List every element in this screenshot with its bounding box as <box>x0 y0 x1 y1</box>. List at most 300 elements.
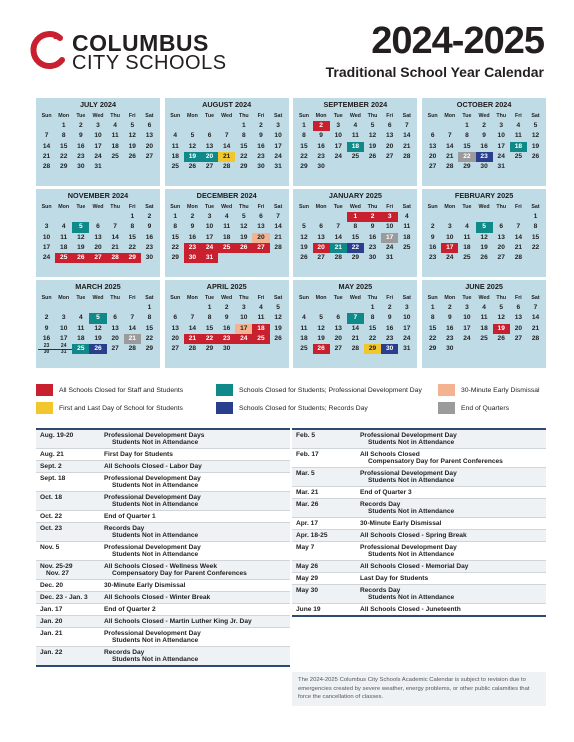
day-cell: 27 <box>252 243 269 253</box>
weekday-header: Mon <box>315 113 327 119</box>
empty-cell <box>107 212 124 222</box>
day-cell: 2 <box>190 213 195 220</box>
day-cell: 12 <box>94 324 102 332</box>
day-cell: 6 <box>147 122 152 129</box>
day-cell: 7 <box>113 223 117 231</box>
day-cell: 1 <box>130 213 135 220</box>
day-cell: 7 <box>516 223 521 231</box>
day-cell: 13 <box>428 142 437 150</box>
weekday-header: Sun <box>427 204 438 210</box>
weekday-header: Thu <box>238 113 249 119</box>
event-date: Oct. 23 <box>40 525 62 532</box>
day-cell: 8 <box>241 132 246 140</box>
event-row <box>36 511 290 523</box>
legend <box>36 380 544 416</box>
day-cell: 23 <box>428 254 437 262</box>
weekday-header: Sat <box>402 113 411 119</box>
day-cell: 10 <box>334 132 342 140</box>
day-cell: 10 <box>205 223 214 231</box>
day-cell: 21 <box>111 243 119 251</box>
event-row <box>36 647 290 665</box>
day-cell: 16 <box>188 233 197 241</box>
event-date: May 26 <box>296 563 318 570</box>
day-cell: 17 <box>94 142 102 150</box>
calendar-subtitle: Traditional School Year Calendar <box>325 64 544 80</box>
event-description: Professional Development Day Students Not in Attendance <box>104 630 201 644</box>
empty-cell <box>167 303 184 313</box>
empty-cell <box>330 212 347 222</box>
event-date: Jan. 17 <box>40 606 63 613</box>
weekday-header: Wed <box>349 113 361 119</box>
day-cell: 7 <box>347 313 364 323</box>
day-cell: 19 <box>493 324 510 334</box>
event-date: Nov. 25-29 Nov. 27 <box>40 563 73 577</box>
day-cell: 8 <box>370 314 375 322</box>
month-days-grid <box>422 203 546 263</box>
empty-cell <box>295 303 312 313</box>
day-cell: 21 <box>274 233 282 241</box>
day-cell: 11 <box>111 132 119 140</box>
day-cell: 12 <box>128 132 136 140</box>
day-cell: 31 <box>94 163 102 171</box>
day-cell: 17 <box>334 142 342 150</box>
day-cell: 18 <box>171 152 179 160</box>
day-cell: 17 <box>463 324 471 332</box>
event-description: 30-Minute Early Dismissal <box>360 520 442 527</box>
weekday-header: Mon <box>186 204 198 210</box>
legend-swatch <box>438 402 455 414</box>
day-cell: 7 <box>447 132 452 140</box>
weekday-header: Mon <box>58 204 70 210</box>
day-cell: 18 <box>480 324 488 332</box>
weekday-header: Sat <box>145 204 154 210</box>
event-row <box>36 592 290 604</box>
day-cell: 5 <box>533 122 538 129</box>
empty-cell <box>55 303 72 313</box>
day-cell: 24 31 <box>55 344 72 354</box>
month-september-2024 <box>293 98 417 186</box>
day-cell: 23 <box>317 152 325 160</box>
day-cell: 3 <box>207 213 212 220</box>
day-cell: 24 <box>463 334 471 342</box>
day-cell: 4 <box>259 304 263 311</box>
day-cell: 20 <box>385 142 394 150</box>
event-row <box>292 499 546 518</box>
event-date: Jan. 20 <box>40 618 63 625</box>
empty-cell <box>313 212 330 222</box>
legend-label: Schools Closed for Students; Professional Development Day <box>239 386 422 394</box>
day-cell: 13 <box>145 132 154 140</box>
day-cell: 26 <box>188 163 197 171</box>
month-july-2024 <box>36 98 160 186</box>
day-cell: 10 <box>446 233 454 241</box>
empty-cell <box>201 121 218 131</box>
day-cell: 26 <box>235 243 252 253</box>
empty-cell <box>184 303 201 313</box>
weekday-header: Tue <box>462 113 472 119</box>
day-cell: 28 <box>334 254 342 262</box>
day-cell: 28 <box>107 253 124 263</box>
day-cell: 15 <box>145 324 154 332</box>
day-cell: 15 <box>368 324 377 332</box>
event-description: Professional Development Day Students Not in Attendance <box>104 475 201 489</box>
empty-cell <box>493 212 510 222</box>
weekday-header: Wed <box>92 204 104 210</box>
month-title: SEPTEMBER 2024 <box>323 100 388 109</box>
weekday-header: Fri <box>514 295 522 301</box>
day-cell: 24 <box>334 152 342 160</box>
weekday-header: Tue <box>76 295 86 301</box>
day-cell: 21 <box>403 142 411 150</box>
day-cell: 20 <box>145 142 154 150</box>
day-cell: 10 <box>240 314 248 322</box>
legend-item <box>36 384 183 396</box>
day-cell: 3 <box>465 304 469 311</box>
day-cell: 21 <box>446 152 454 160</box>
day-cell: 30 <box>480 163 488 171</box>
day-cell: 26 <box>480 254 488 262</box>
day-cell: 26 <box>300 254 308 262</box>
weekday-header: Sat <box>402 295 411 301</box>
day-cell: 28 <box>351 345 360 353</box>
day-cell: 4 <box>113 122 117 129</box>
day-cell: 6 <box>499 223 504 231</box>
day-cell: 1 <box>207 304 212 311</box>
day-cell: 1 <box>147 304 152 311</box>
month-title: JULY 2024 <box>79 100 117 109</box>
weekday-header: Mon <box>186 113 198 119</box>
day-cell: 13 <box>497 233 505 241</box>
event-date: May 30 <box>296 587 318 594</box>
day-cell: 30 <box>446 345 454 353</box>
day-cell: 4 <box>353 122 358 129</box>
day-cell: 16 <box>257 142 265 150</box>
event-row <box>292 573 546 585</box>
day-cell: 17 <box>403 324 411 332</box>
day-cell: 29 <box>364 344 381 354</box>
weekday-header: Sun <box>41 204 52 210</box>
event-row <box>292 518 546 530</box>
day-cell: 22 <box>128 243 136 251</box>
day-cell: 3 <box>447 223 452 231</box>
event-description: All Schools Closed - Spring Break <box>360 532 467 539</box>
day-cell: 17 <box>205 233 214 241</box>
day-cell: 23 <box>385 334 394 342</box>
weekday-header: Thu <box>110 295 120 301</box>
day-cell: 10 <box>403 314 411 322</box>
day-cell: 5 <box>476 222 493 232</box>
day-cell: 3 <box>61 314 66 322</box>
day-cell: 7 <box>533 304 538 311</box>
day-cell: 2 <box>430 223 435 231</box>
day-cell: 26 <box>313 344 330 354</box>
day-cell: 23 <box>77 152 85 160</box>
day-cell: 30 <box>257 163 265 171</box>
day-cell: 22 <box>60 152 68 160</box>
day-cell: 27 <box>428 163 437 171</box>
event-description: First Day for Students <box>104 451 173 458</box>
day-cell: 24 <box>446 254 454 262</box>
day-cell: 15 <box>128 233 136 241</box>
day-cell: 18 <box>60 243 68 251</box>
empty-cell <box>55 212 72 222</box>
day-cell: 30 <box>145 254 154 262</box>
legend-item <box>438 384 540 396</box>
event-date: Oct. 18 <box>40 494 62 501</box>
day-cell: 12 <box>480 233 488 241</box>
day-cell: 25 <box>111 152 119 160</box>
day-cell: 21 <box>124 334 141 344</box>
day-cell: 19 <box>480 243 488 251</box>
event-date: Oct. 22 <box>40 513 62 520</box>
weekday-header: Wed <box>349 295 361 301</box>
legend-item <box>216 402 368 414</box>
day-cell: 11 <box>403 223 411 231</box>
event-date: Mar. 21 <box>296 489 319 496</box>
event-description: Professional Development Day Students Not in Attendance <box>360 544 457 558</box>
month-january-2025 <box>293 189 417 277</box>
weekday-header: Sun <box>170 113 181 119</box>
day-cell: 5 <box>72 222 89 232</box>
day-cell: 24 <box>42 254 51 262</box>
day-cell: 16 <box>77 142 85 150</box>
day-cell: 26 <box>72 253 89 263</box>
event-row <box>36 604 290 616</box>
day-cell: 23 <box>476 152 493 162</box>
event-row <box>36 542 290 561</box>
day-cell: 8 <box>61 132 66 140</box>
day-cell: 10 <box>42 233 51 241</box>
logo-mark-icon <box>28 30 68 70</box>
day-cell: 19 <box>94 334 102 342</box>
month-may-2025 <box>293 280 417 368</box>
event-date: May 29 <box>296 575 318 582</box>
day-cell: 25 <box>403 243 411 251</box>
day-cell: 25 <box>218 243 235 253</box>
day-cell: 1 <box>173 213 178 220</box>
month-days-grid <box>36 294 160 354</box>
day-cell: 1 <box>302 122 306 129</box>
day-cell: 11 <box>300 324 308 332</box>
day-cell: 23 <box>145 243 154 251</box>
day-cell: 20 <box>428 152 437 160</box>
weekday-header: Sun <box>298 295 309 301</box>
event-date: Dec. 20 <box>40 582 64 589</box>
weekday-header: Mon <box>58 113 70 119</box>
event-date: Feb. 17 <box>296 451 319 458</box>
day-cell: 24 <box>274 152 282 160</box>
day-cell: 3 <box>381 212 398 222</box>
day-cell: 14 <box>403 132 411 140</box>
day-cell: 14 <box>274 223 282 231</box>
day-cell: 3 <box>276 122 280 129</box>
weekday-header: Wed <box>92 295 104 301</box>
day-cell: 17 <box>42 243 51 251</box>
day-cell: 25 <box>300 345 308 353</box>
weekday-header: Sun <box>298 113 309 119</box>
day-cell: 29 <box>205 345 214 353</box>
event-date: May 7 <box>296 544 315 551</box>
day-cell: 23 <box>368 243 377 251</box>
day-cell: 11 <box>480 314 488 322</box>
legend-swatch <box>36 384 53 396</box>
day-cell: 15 <box>351 233 360 241</box>
day-cell: 12 <box>531 132 540 140</box>
day-cell: 5 <box>241 213 246 220</box>
day-cell: 9 <box>370 223 375 231</box>
day-cell: 2 <box>313 121 330 131</box>
day-cell: 5 <box>319 314 323 322</box>
weekday-header: Sun <box>41 113 52 119</box>
day-cell: 30 <box>381 344 398 354</box>
month-february-2025 <box>422 189 546 277</box>
day-cell: 11 <box>223 223 231 231</box>
day-cell: 14 <box>223 142 231 150</box>
weekday-header: Sun <box>427 113 438 119</box>
day-cell: 12 <box>77 233 85 241</box>
month-october-2024 <box>422 98 546 186</box>
day-cell: 30 <box>77 163 85 171</box>
event-row <box>36 473 290 492</box>
empty-cell <box>510 212 527 222</box>
day-cell: 30 <box>223 345 231 353</box>
event-description: All Schools Closed - Martin Luther King Jr. Day <box>104 618 252 625</box>
weekday-header: Fri <box>386 113 394 119</box>
month-days-grid <box>293 294 417 354</box>
empty-cell <box>38 212 55 222</box>
day-cell: 1 <box>430 304 435 311</box>
empty-cell <box>38 121 55 131</box>
event-description: Records Day Students Not in Attendance <box>360 501 455 515</box>
weekday-header: Fri <box>514 204 522 210</box>
day-cell: 16 <box>145 233 154 241</box>
month-title: FEBRUARY 2025 <box>454 191 514 200</box>
day-cell: 27 <box>111 345 119 353</box>
month-days-grid <box>165 203 289 263</box>
day-cell: 20 <box>94 243 102 251</box>
weekday-header: Thu <box>238 295 249 301</box>
day-cell: 2 <box>44 314 49 322</box>
day-cell: 16 <box>368 233 377 241</box>
weekday-header: Wed <box>478 204 490 210</box>
weekday-header: Sat <box>273 113 283 119</box>
day-cell: 29 <box>428 345 437 353</box>
day-cell: 29 <box>171 254 179 262</box>
day-cell: 26 <box>531 152 540 160</box>
empty-cell <box>313 303 330 313</box>
weekday-header: Fri <box>128 295 136 301</box>
event-row <box>36 523 290 542</box>
weekday-header: Sun <box>170 204 181 210</box>
day-cell: 7 <box>130 314 135 322</box>
day-cell: 6 <box>516 304 521 311</box>
day-cell: 15 <box>531 233 540 241</box>
day-cell: 28 <box>446 163 454 171</box>
day-cell: 27 <box>205 163 214 171</box>
weekday-header: Sun <box>298 204 309 210</box>
weekday-header: Sun <box>170 295 181 301</box>
day-cell: 19 <box>128 142 136 150</box>
event-row <box>36 616 290 628</box>
weekday-header: Tue <box>462 295 472 301</box>
day-cell: 23 <box>184 243 201 253</box>
weekday-header: Thu <box>367 295 378 301</box>
day-cell: 18 <box>77 334 85 342</box>
day-cell: 5 <box>89 313 106 323</box>
day-cell: 19 <box>274 324 282 332</box>
day-cell: 31 <box>274 163 282 171</box>
day-cell: 18 <box>463 243 471 251</box>
day-cell: 22 <box>347 243 364 253</box>
empty-cell <box>295 212 312 222</box>
day-cell: 2 <box>364 212 381 222</box>
day-cell: 20 <box>313 243 330 253</box>
day-cell: 4 <box>465 223 469 231</box>
weekday-header: Wed <box>221 295 233 301</box>
empty-cell <box>330 303 347 313</box>
event-description: 30-Minute Early Dismissal <box>104 582 186 589</box>
day-cell: 17 <box>381 233 398 243</box>
day-cell: 11 <box>171 142 179 150</box>
day-cell: 1 <box>370 304 375 311</box>
day-cell: 23 <box>218 334 235 344</box>
weekday-header: Thu <box>110 113 120 119</box>
day-cell: 11 <box>77 324 85 332</box>
day-cell: 20 <box>497 243 505 251</box>
day-cell: 23 <box>257 152 265 160</box>
day-cell: 14 <box>446 142 454 150</box>
day-cell: 24 <box>497 152 505 160</box>
day-cell: 13 <box>171 324 179 332</box>
day-cell: 3 <box>404 304 409 311</box>
weekday-header: Tue <box>205 113 215 119</box>
day-cell: 29 <box>300 163 308 171</box>
day-cell: 27 <box>317 254 325 262</box>
weekday-header: Thu <box>496 113 507 119</box>
month-days-grid <box>293 112 417 172</box>
day-cell: 16 <box>385 324 394 332</box>
weekday-header: Fri <box>128 204 136 210</box>
empty-cell <box>218 121 235 131</box>
event-date: Aug. 21 <box>40 451 64 458</box>
day-cell: 17 <box>60 334 68 342</box>
event-description: All Schools Closed - Memorial Day <box>360 563 469 570</box>
legend-swatch <box>438 384 455 396</box>
event-description: Records Day Students Not in Attendance <box>104 525 199 539</box>
day-cell: 10 <box>94 132 102 140</box>
weekday-header: Fri <box>257 113 265 119</box>
event-description: End of Quarter 1 <box>104 513 156 520</box>
day-cell: 8 <box>147 314 152 322</box>
day-cell: 18 <box>223 233 231 241</box>
day-cell: 22 <box>201 334 218 344</box>
day-cell: 13 <box>334 324 342 332</box>
month-june-2025 <box>422 280 546 368</box>
weekday-header: Thu <box>367 113 378 119</box>
day-cell: 21 <box>531 324 540 332</box>
day-cell: 25 <box>72 344 89 354</box>
weekday-header: Mon <box>444 295 456 301</box>
empty-cell <box>124 303 141 313</box>
weekday-header: Fri <box>257 204 265 210</box>
header <box>0 0 574 90</box>
day-cell: 30 <box>184 253 201 263</box>
weekday-header: Thu <box>496 204 507 210</box>
weekday-header: Tue <box>76 204 86 210</box>
weekday-header: Wed <box>221 204 233 210</box>
day-cell: 9 <box>387 314 392 322</box>
legend-swatch <box>36 402 53 414</box>
